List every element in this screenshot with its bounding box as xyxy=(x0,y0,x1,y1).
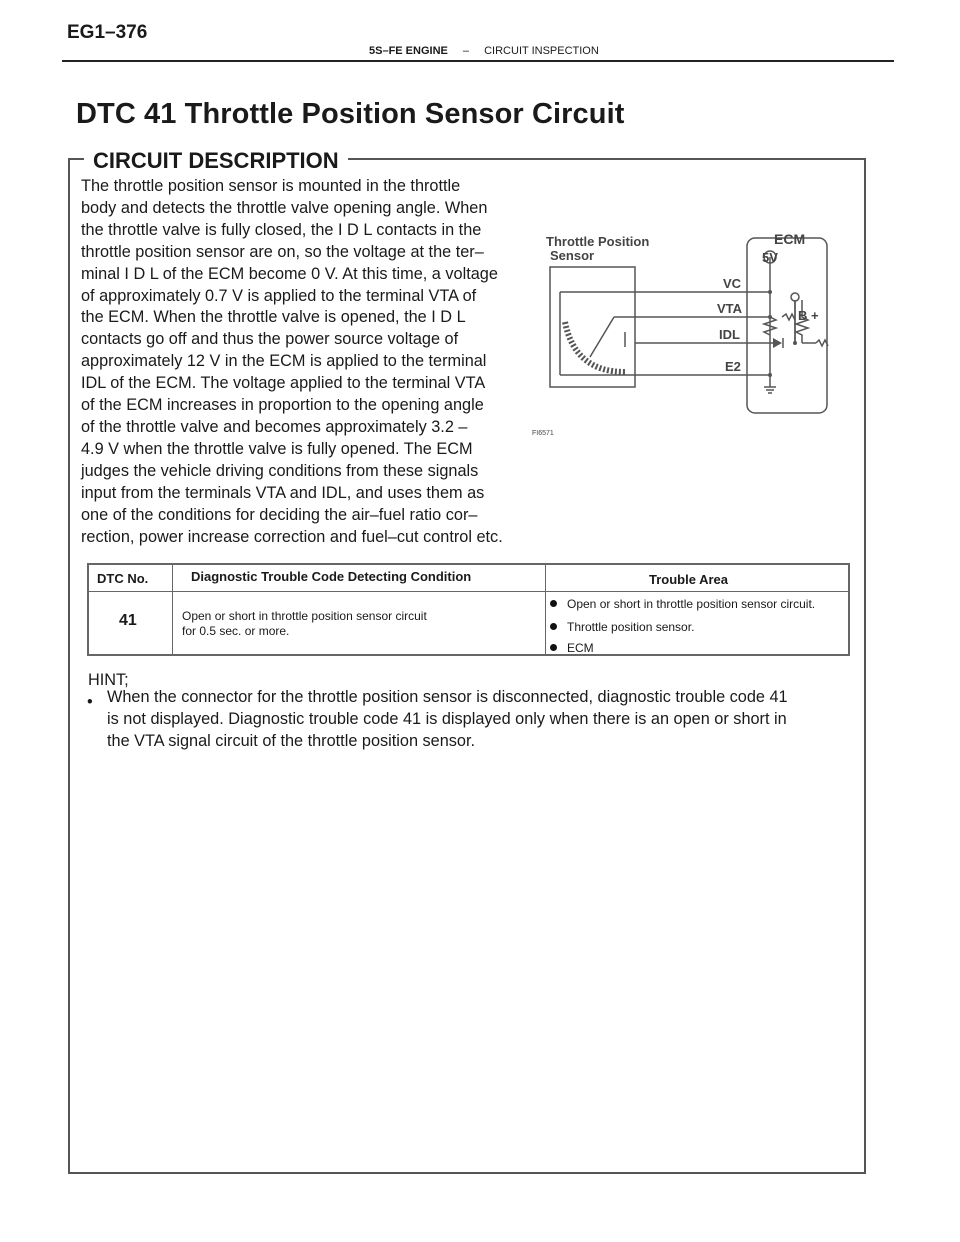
hint-text xyxy=(107,687,857,753)
circuit-description-text xyxy=(81,176,541,548)
ecm-box xyxy=(747,238,827,413)
description-line: throttle position sensor are on, so the voltage at the ter– xyxy=(81,242,484,261)
condition-line: Open or short in throttle position sensor circuit xyxy=(182,609,427,623)
trouble-area-item: ECM xyxy=(550,641,594,655)
description-line: the ECM. When the throttle valve is opened, the I D L xyxy=(81,308,466,327)
header-dtc-no: DTC No. xyxy=(97,571,149,586)
description-line: of approximately 0.7 V is applied to the terminal VTA of xyxy=(81,286,477,305)
detecting-condition xyxy=(182,609,427,639)
sensor-box xyxy=(550,267,635,387)
description-line: rection, power increase correction and fuel–cut control etc. xyxy=(81,527,503,546)
section-heading: CIRCUIT DESCRIPTION xyxy=(84,148,348,174)
terminal-e2: E2 xyxy=(725,359,741,374)
header-trouble-area: Trouble Area xyxy=(649,572,728,587)
description-line: the throttle valve is fully closed, the I D L contacts in the xyxy=(81,220,482,239)
bullet-icon xyxy=(550,600,557,607)
dtc-code: 41 xyxy=(119,612,137,629)
description-line: body and detects the throttle valve opening angle. When xyxy=(81,198,488,217)
terminal-vta: VTA xyxy=(717,301,743,316)
header-rule xyxy=(62,60,894,62)
description-line: one of the conditions for deciding the air–fuel ratio cor– xyxy=(81,505,478,524)
hint-bullet: • xyxy=(87,693,93,711)
hint-line: When the connector for the throttle position sensor is disconnected, diagnostic trouble code 41 xyxy=(107,688,788,706)
description-line: approximately 12 V in the ECM is applied to the terminal xyxy=(81,352,487,371)
dtc-table xyxy=(87,563,850,656)
header-section-label xyxy=(369,45,599,57)
description-line: judges the vehicle driving conditions from these signals xyxy=(81,461,479,480)
bullet-icon xyxy=(550,623,557,630)
trouble-area-item: Throttle position sensor. xyxy=(550,620,694,634)
description-line: IDL of the ECM. The voltage applied to the terminal VTA xyxy=(81,374,486,393)
sensor-label: Throttle Position xyxy=(546,234,650,249)
b-plus-label: B + xyxy=(798,308,819,323)
circuit-diagram xyxy=(530,222,840,442)
hint-line: is not displayed. Diagnostic trouble code 41 is displayed only when there is an open or short in xyxy=(107,709,787,728)
5v-label: 5V xyxy=(762,250,778,265)
header-detecting-condition: Diagnostic Trouble Code Detecting Condition xyxy=(191,569,472,584)
description-line: of the throttle valve and becomes approximately 3.2 – xyxy=(81,417,468,436)
table-rule xyxy=(89,591,848,592)
ecm-label: ECM xyxy=(774,231,806,247)
trouble-area-item: Open or short in throttle position sensor circuit. xyxy=(550,597,815,611)
header-separator: – xyxy=(462,45,470,57)
terminal-idl: IDL xyxy=(719,327,740,342)
description-line: contacts go off and thus the power source voltage of xyxy=(81,330,459,349)
description-line: minal I D L of the ECM become 0 V. At this time, a voltage xyxy=(81,264,498,283)
sensor-label: Sensor xyxy=(550,248,595,263)
section-label: CIRCUIT INSPECTION xyxy=(484,45,599,57)
table-rule xyxy=(545,565,546,654)
page-title: DTC 41 Throttle Position Sensor Circuit xyxy=(76,98,625,130)
hint-line: the VTA signal circuit of the throttle position sensor. xyxy=(107,731,476,750)
description-line: The throttle position sensor is mounted in the throttle xyxy=(81,177,461,195)
description-line: 4.9 V when the throttle valve is fully opened. The ECM xyxy=(81,439,473,458)
table-rule xyxy=(172,565,173,654)
bullet-icon xyxy=(550,644,557,651)
condition-line: for 0.5 sec. or more. xyxy=(182,624,290,638)
description-line: input from the terminals VTA and IDL, and uses them as xyxy=(81,483,485,502)
description-line: of the ECM increases in proportion to the opening angle xyxy=(81,396,484,415)
engine-label: 5S–FE ENGINE xyxy=(369,45,448,57)
figure-id: FI6571 xyxy=(532,430,554,437)
terminal-vc: VC xyxy=(723,276,742,291)
hint-label: HINT; xyxy=(88,671,129,689)
page-code: EG1–376 xyxy=(67,22,148,43)
